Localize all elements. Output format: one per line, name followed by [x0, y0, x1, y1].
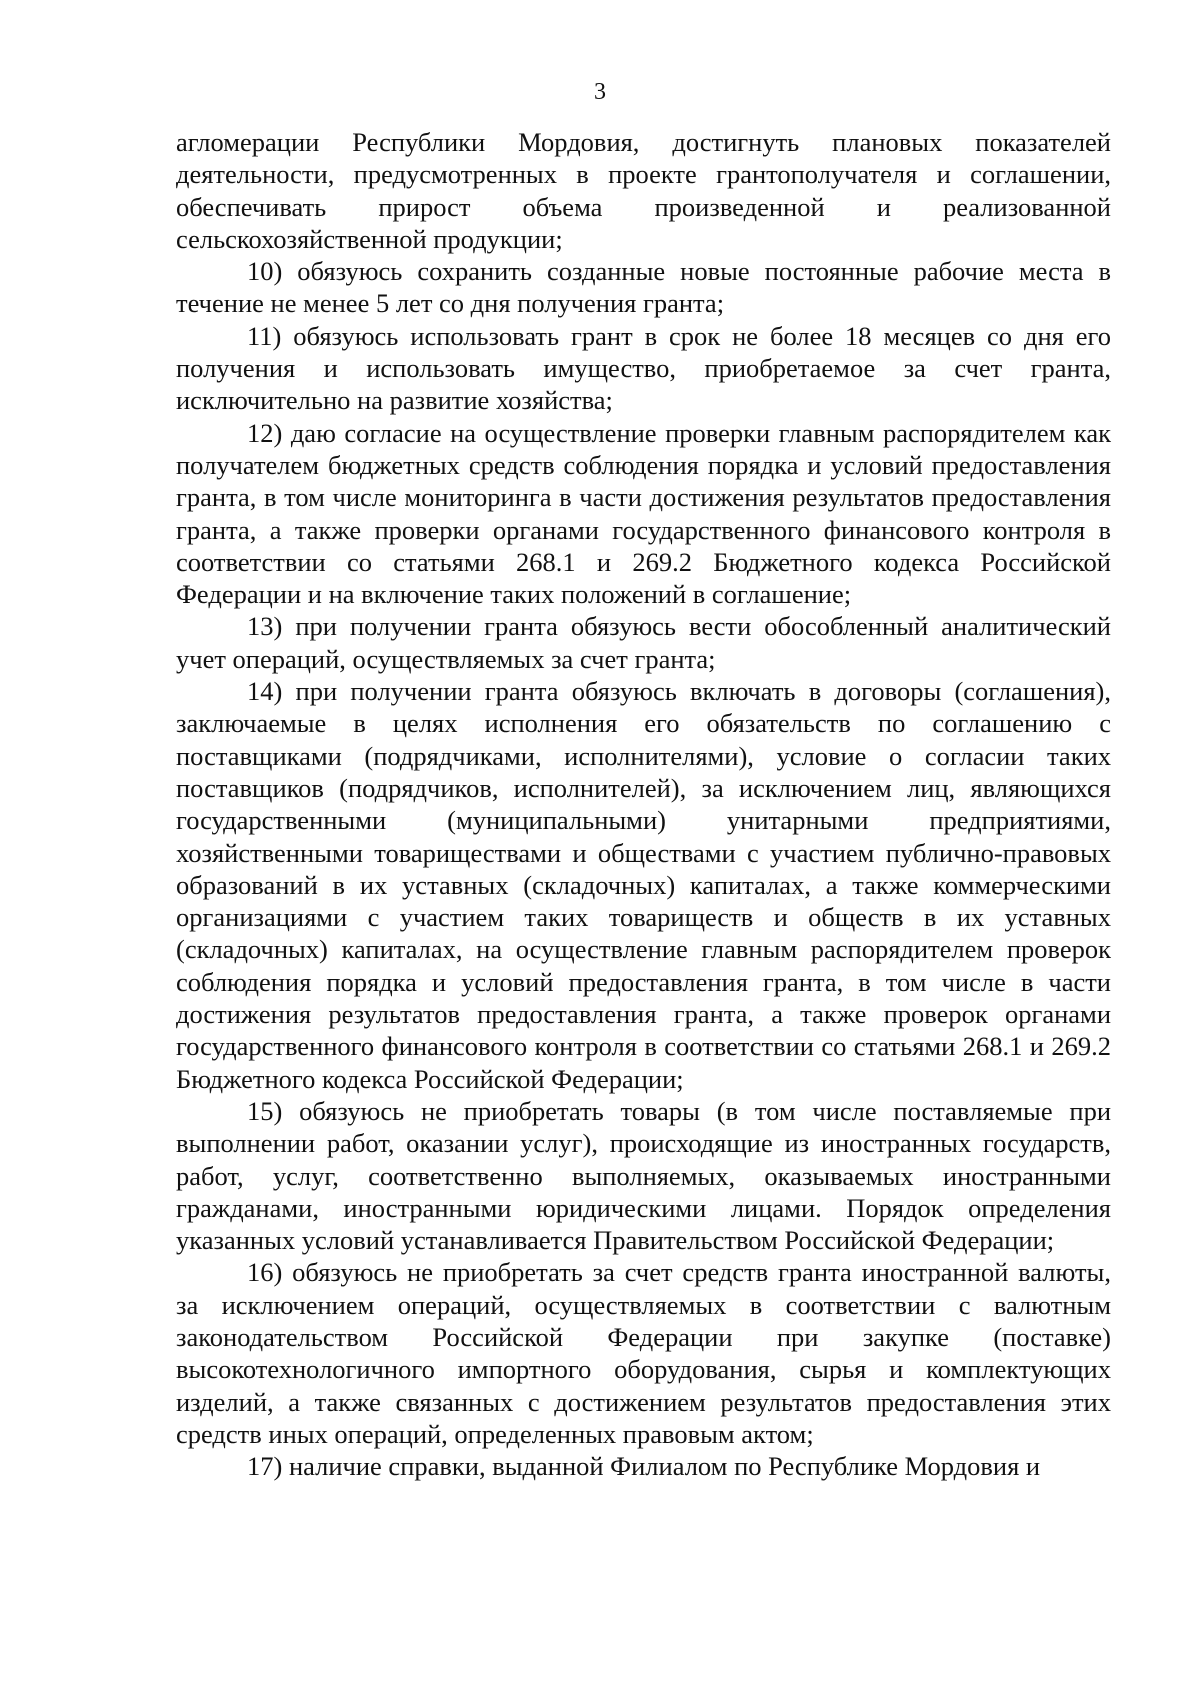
list-item-17: 17) наличие справки, выданной Филиалом по Республике Мордовия и — [247, 1451, 1041, 1482]
list-item-14: 14) при получении гранта обязуюсь включать в договоры (соглашения), заключаемые в целях исполнения его обязательств по соглашению с поставщиками (подрядчиками, исполнителями), условие о согласии таких поставщиков (подрядчиков, исполнителей), за исключением лиц, являющихся государственными (муниципальными) унитарными предприятиями, хозяйственными товариществами и обществами с участием публично-правовых образований в их уставных (складочных) капиталах, а также коммерческими организациями с участием таких товариществ и обществ в их уставных (складочных) капиталах, на осуществление главным распорядителем проверок соблюдения порядка и условий предоставления гранта, в том числе в части достижения результатов предоставления гранта, а также проверок органами государственного финансового контроля в соответствии со статьями 268.1 и 269.2 Бюджетного кодекса Российской Федерации; — [176, 676, 1111, 1094]
list-item-11: 11) обязуюсь использовать грант в срок не более 18 месяцев со дня его получения и использовать имущество, приобретаемое за счет гранта, исключительно на развитие хозяйства; — [176, 320, 1111, 416]
list-item-13: 13) при получении гранта обязуюсь вести обособленный аналитический учет операций, осуществляемых за счет гранта; — [176, 611, 1111, 674]
list-item-15: 15) обязуюсь не приобретать товары (в том числе поставляемые при выполнении работ, оказании услуг), происходящие из иностранных государств, работ, услуг, соответственно выполняемых, оказываемых иностранными гражданами, иностранными юридическими лицами. Порядок определения указанных условий устанавливается Правительством Российской Федерации; — [176, 1095, 1111, 1256]
page-number: 3 — [594, 79, 606, 105]
list-item-10: 10) обязуюсь сохранить созданные новые постоянные рабочие места в течение не менее 5 лет со дня получения гранта; — [176, 256, 1111, 319]
paragraph-continuation: агломерации Республики Мордовия, достигнуть плановых показателей деятельности, предусмотренных в проекте грантополучателя и соглашении, обеспечивать прирост объема произведенной и реализованной сельскохозяйственной продукции; — [176, 127, 1111, 254]
list-item-16: 16) обязуюсь не приобретать за счет средств гранта иностранной валюты, за исключением операций, осуществляемых в соответствии с валютным законодательством Российской Федерации при закупке (поставке) высокотехнологичного импортного оборудования, сырья и комплектующих изделий, а также связанных с достижением результатов предоставления этих средств иных операций, определенных правовым актом; — [176, 1257, 1111, 1449]
document-body — [176, 126, 1111, 1482]
list-item-12: 12) даю согласие на осуществление проверки главным распорядителем как получателем бюджетных средств соблюдения порядка и условий предоставления гранта, в том числе мониторинга в части достижения результатов предоставления гранта, а также проверки органами государственного финансового контроля в соответствии со статьями 268.1 и 269.2 Бюджетного кодекса Российской Федерации и на включение таких положений в соглашение; — [176, 417, 1111, 610]
